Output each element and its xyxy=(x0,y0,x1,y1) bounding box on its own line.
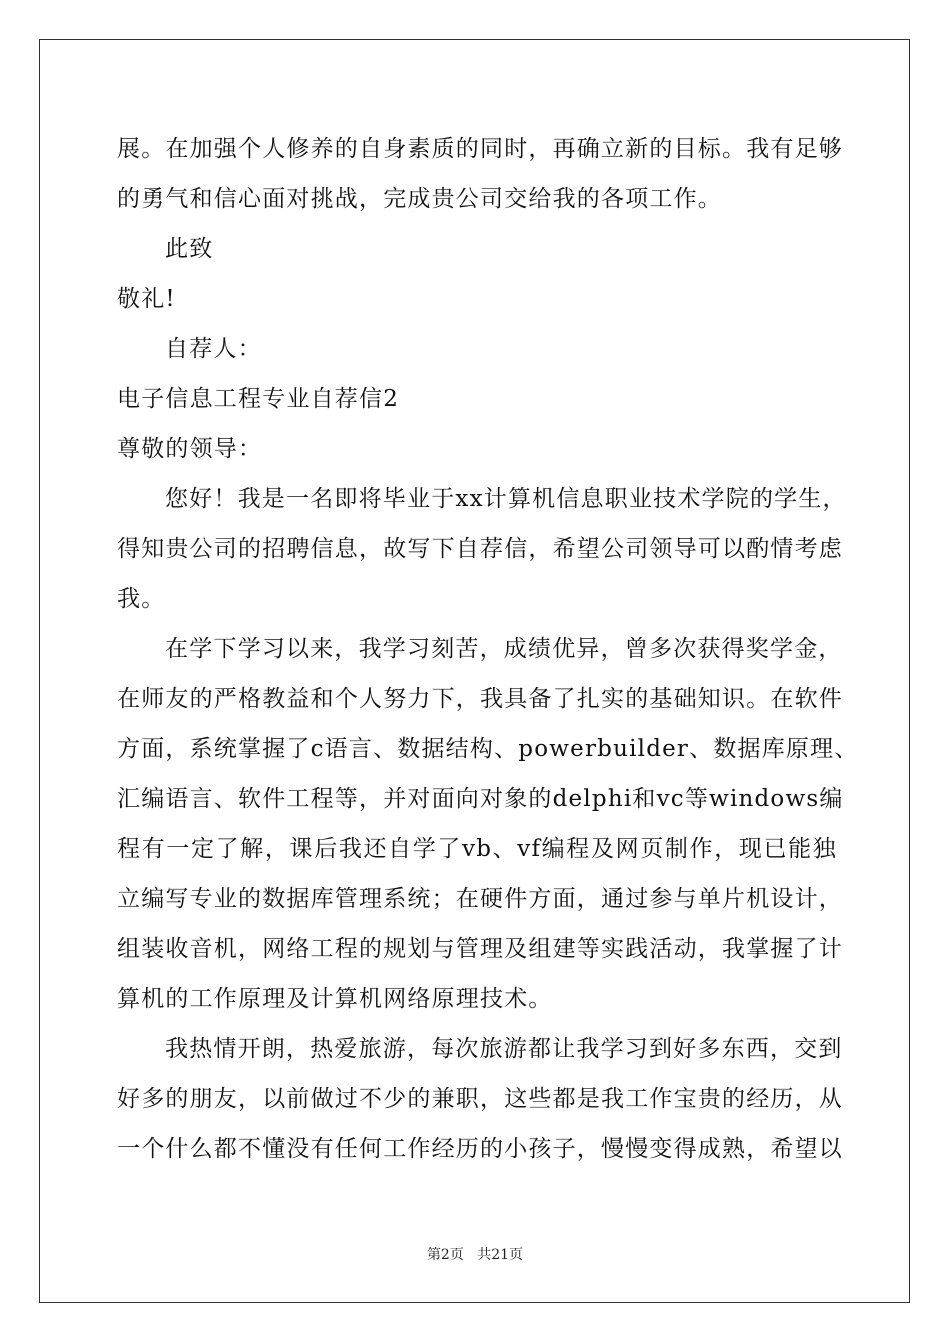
section-title: 电子信息工程专业自荐信2 xyxy=(117,386,400,412)
text-line: 一个什么都不懂没有任何工作经历的小孩子，慢慢变得成熟，希望以 xyxy=(117,1136,843,1162)
text-line: 尊敬的领导： xyxy=(117,436,263,462)
text-line: 算机的工作原理及计算机网络原理技术。 xyxy=(117,986,553,1012)
page-total: 共21页 xyxy=(477,1247,524,1263)
text-line: 立编写专业的数据库管理系统；在硬件方面，通过参与单片机设计， xyxy=(117,886,843,912)
text-line: 汇编语言、软件工程等，并对面向对象的delphi和vc等windows编 xyxy=(117,786,844,812)
text-line: 此致 xyxy=(165,236,214,262)
text-line: 得知贵公司的招聘信息，故写下自荐信，希望公司领导可以酌情考虑 xyxy=(117,536,843,562)
text-line: 我热情开朗，热爱旅游，每次旅游都让我学习到好多东西，交到 xyxy=(165,1036,843,1062)
text-line: 自荐人： xyxy=(165,336,262,362)
text-line: 好多的朋友，以前做过不少的兼职，这些都是我工作宝贵的经历，从 xyxy=(117,1086,843,1112)
text-line: 展。在加强个人修养的自身素质的同时，再确立新的目标。我有足够 xyxy=(117,136,843,162)
page-number: 第2页 xyxy=(426,1247,464,1263)
text-line: 程有一定了解，课后我还自学了vb、vf编程及网页制作，现已能独 xyxy=(117,836,837,862)
text-line: 的勇气和信心面对挑战，完成贵公司交给我的各项工作。 xyxy=(117,186,722,212)
page-footer xyxy=(0,1244,950,1264)
text-line: 在学下学习以来，我学习刻苦，成绩优异，曾多次获得奖学金， xyxy=(165,636,843,662)
text-line: 敬礼! xyxy=(117,286,176,312)
text-line: 组装收音机，网络工程的规划与管理及组建等实践活动，我掌握了计 xyxy=(117,936,843,962)
text-line: 您好！我是一名即将毕业于xx计算机信息职业技术学院的学生， xyxy=(165,486,847,512)
text-line: 在师友的严格教益和个人努力下，我具备了扎实的基础知识。在软件 xyxy=(117,686,843,712)
text-line: 我。 xyxy=(117,586,166,612)
text-line: 方面，系统掌握了c语言、数据结构、powerbuilder、数据库原理、 xyxy=(117,736,859,762)
